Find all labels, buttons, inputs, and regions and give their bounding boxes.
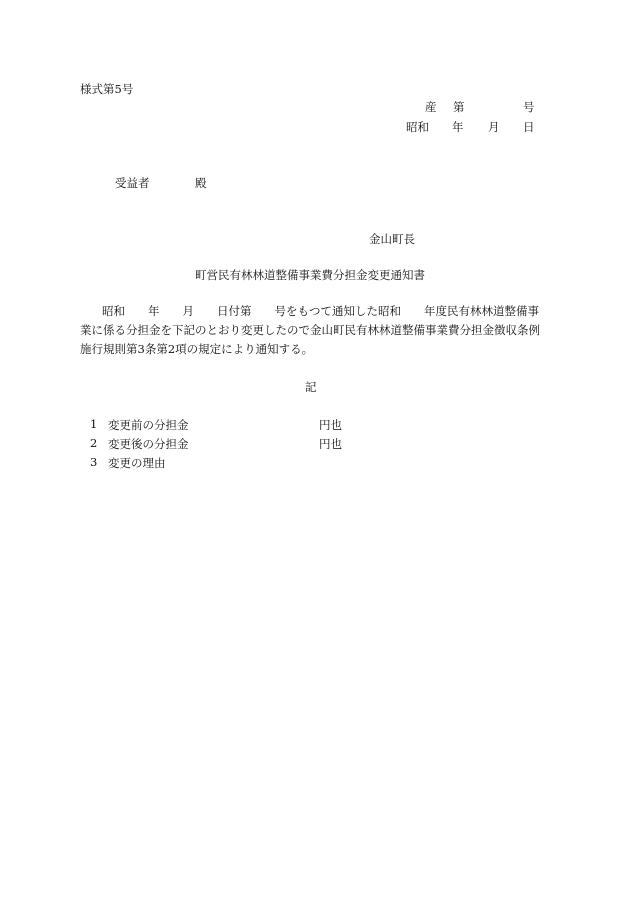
item-label: 変更の理由 [108,456,166,470]
date-year: 年 [452,120,464,134]
document-number-prefix: 産 [425,100,437,114]
recipient-label: 受益者 [115,176,150,190]
issuer-name: 金山町長 [369,232,415,246]
document-number-suffix: 号 [523,100,535,114]
body-line: 業に係る分担金を下記のとおり変更したので金山町民有林林道整備事業費分担金徴収条例 [80,323,540,337]
list-item [0,436,630,455]
date-era: 昭和 [406,120,429,134]
date-day: 日 [523,120,535,134]
list-item [0,455,630,474]
body-line: 昭和 年 月 日付第 号をもつて通知した昭和 年度民有林林道整備事 [102,304,539,318]
date-month: 月 [488,120,500,134]
recipient-line [0,175,630,191]
document-number-line [0,99,630,115]
item-unit: 円也 [319,418,342,432]
item-unit: 円也 [319,437,342,451]
body-text [80,303,550,360]
body-line: 施行規則第3条第2項の規定により通知する。 [80,342,314,356]
item-label: 変更前の分担金 [108,418,189,432]
date-line [0,119,630,135]
item-number: 3 [90,455,98,469]
document-number-label: 第 [453,100,465,114]
form-number: 様式第5号 [80,82,134,96]
list-item [0,417,630,436]
document-title: 町営民有林林道整備事業費分担金変更通知書 [195,268,425,282]
item-label: 変更後の分担金 [108,437,189,451]
item-number: 2 [90,436,98,450]
item-number: 1 [90,417,98,431]
item-list [0,417,630,474]
recipient-honorific: 殿 [195,176,207,190]
ki-heading: 記 [305,380,317,394]
